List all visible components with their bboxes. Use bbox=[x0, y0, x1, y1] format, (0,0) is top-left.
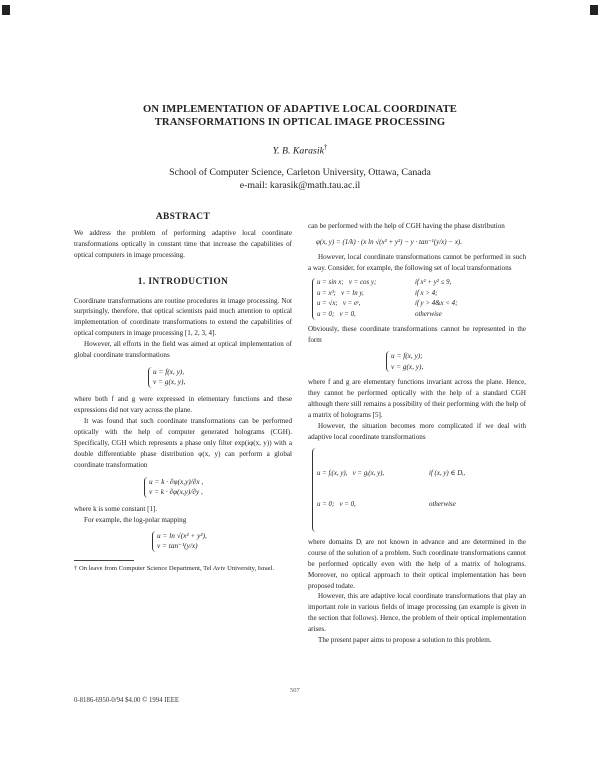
equation-5 bbox=[312, 448, 526, 532]
intro-p5: where k is some constant [1]. bbox=[74, 505, 158, 514]
eq4-line2: v = g(x, y), bbox=[391, 361, 424, 371]
intro-heading: 1. INTRODUCTION bbox=[137, 276, 229, 287]
author bbox=[0, 141, 600, 157]
eq5-line1: u = fᵢ(x, y), v = gᵢ(x, y), bbox=[317, 469, 385, 477]
corner-mark-right bbox=[590, 5, 598, 15]
equation-1 bbox=[148, 367, 292, 388]
footnote-rule bbox=[74, 560, 134, 561]
right-p3: Obviously, these coordinate transformations cannot be represented in the form bbox=[308, 325, 526, 345]
intro-p1: Coordinate transformations are routine procedures in image processing. Not surprisingly, therefore, that optical scientists paid much attention to optical implementation of coordinate transformations to extend the capabilities of optical computers in image processing [1, 2, 3, 4]. bbox=[74, 296, 292, 338]
system-row bbox=[317, 310, 457, 321]
equation-3 bbox=[152, 531, 292, 552]
right-p7: However, this are adaptive local coordinate transformations that play an important role in various fields of image processing (an example is given in the section that follows). Hence, the problem of their optical implementation arises. bbox=[308, 592, 526, 634]
system-row-left: u = x³; v = ln y, bbox=[317, 289, 364, 297]
system-row-left: u = √x; v = eʸ, bbox=[317, 300, 361, 308]
affiliation: School of Computer Science, Carleton University, Ottawa, Canada bbox=[169, 167, 431, 178]
abstract-text: We address the problem of performing adaptive local coordinate transformations optically in constant time that increase the capabilities of optical computers in image processing. bbox=[74, 228, 292, 259]
copyright-line: 0-8186-6950-0/94 $4.00 © 1994 IEEE bbox=[74, 697, 180, 704]
right-p2: However, local coordinate transformations cannot be performed in such a way. Consider, for example, the following set of local transformations bbox=[308, 253, 526, 273]
system-row-condition: if x > 4; bbox=[415, 289, 438, 297]
right-p5: However, the situation becomes more complicated if we deal with adaptive local coordinate transformations bbox=[308, 422, 526, 441]
equation-phase: φ(x, y) = (1/k) · (x ln √(x² + y²) − y · tan⁻¹(y/x) − x). bbox=[316, 237, 463, 246]
eq3-line2: v = tan⁻¹(y/x) bbox=[157, 541, 198, 551]
corner-mark-left bbox=[2, 5, 10, 15]
eq5-cond1: if (x, y) ∈ Dᵢ, bbox=[429, 469, 466, 477]
intro-p4: It was found that such coordinate transformations can be performed optically with the help of computer generated holograms (CGH). Specifically, CGH which represents a phase only filter exp(iφ(x, y)) with a double differentiable phase distribution φ(x, y) can perform a global coordinate transformation bbox=[74, 417, 292, 469]
system-rows bbox=[312, 278, 457, 320]
eq2-line1: u = k · ∂φ(x,y)/∂x , bbox=[149, 476, 204, 486]
system-row bbox=[317, 299, 457, 310]
page-number: 507 bbox=[290, 687, 300, 694]
left-column bbox=[74, 212, 292, 573]
equation-system bbox=[312, 278, 526, 320]
system-row-left: u = 0; v = 0, bbox=[317, 310, 356, 318]
eq3-line1: u = ln √(x² + y²), bbox=[157, 530, 207, 540]
intro-p6: For example, the log-polar mapping bbox=[84, 516, 187, 525]
right-p6: where domains Dᵢ are not known in advance and are determined in the course of the solution of a problem. Such coordinate transformations cannot be performed optically even with the help of a matrix of holograms. Moreover, no optical approach to their optical implementation has been proposed todate. bbox=[308, 537, 526, 590]
eq5-line2: u = 0; v = 0, bbox=[317, 501, 356, 509]
system-row-condition: if y > 4&x < 4; bbox=[415, 300, 458, 308]
eq4-line1: u = f(x, y); bbox=[391, 351, 423, 361]
system-row-condition: if x² + y² ≤ 9, bbox=[415, 279, 452, 287]
equation-4 bbox=[386, 351, 526, 372]
author-footnote-mark: † bbox=[323, 143, 328, 151]
abstract-heading: ABSTRACT bbox=[155, 212, 211, 222]
eq1-line2: v = g(x, y), bbox=[153, 377, 186, 387]
system-row bbox=[317, 289, 457, 300]
right-p4: where f and g are elementary functions invariant across the plane. Hence, they cannot be performed optically with the help of a standard CGH although there still remains a possibility of their performing with the help of a matrix of holograms [5]. bbox=[308, 378, 526, 420]
system-row-condition: otherwise bbox=[415, 310, 442, 318]
equation-2 bbox=[144, 477, 292, 498]
system-row bbox=[317, 278, 457, 289]
intro-p2: However, all efforts in the field was aimed at optical implementation of global coordinate transformations bbox=[74, 340, 292, 360]
eq2-line2: v = k · ∂φ(x,y)/∂y , bbox=[149, 487, 203, 497]
right-p1: can be performed with the help of CGH having the phase distribution bbox=[308, 222, 505, 230]
right-column bbox=[308, 221, 526, 646]
eq5-cond2: otherwise bbox=[429, 501, 456, 509]
intro-p3: where both f and g were expressed in elementary functions and these expressions did not vary across the plane. bbox=[74, 395, 292, 415]
eq1-line1: u = f(x, y), bbox=[153, 366, 185, 376]
footnote: † On leave from Computer Science Department, Tel Aviv University, Israel. bbox=[74, 565, 275, 573]
author-name: Y. B. Karasik bbox=[272, 145, 324, 157]
right-p8: The present paper aims to propose a solution to this problem. bbox=[318, 636, 492, 645]
email: e-mail: karasik@math.tau.ac.il bbox=[239, 180, 361, 191]
system-row-left: u = sin x; v = cos y; bbox=[317, 279, 377, 287]
paper-title-line1: ON IMPLEMENTATION OF ADAPTIVE LOCAL COORDINATE bbox=[142, 104, 458, 115]
paper-title-line2: TRANSFORMATIONS IN OPTICAL IMAGE PROCESSING bbox=[154, 117, 446, 128]
